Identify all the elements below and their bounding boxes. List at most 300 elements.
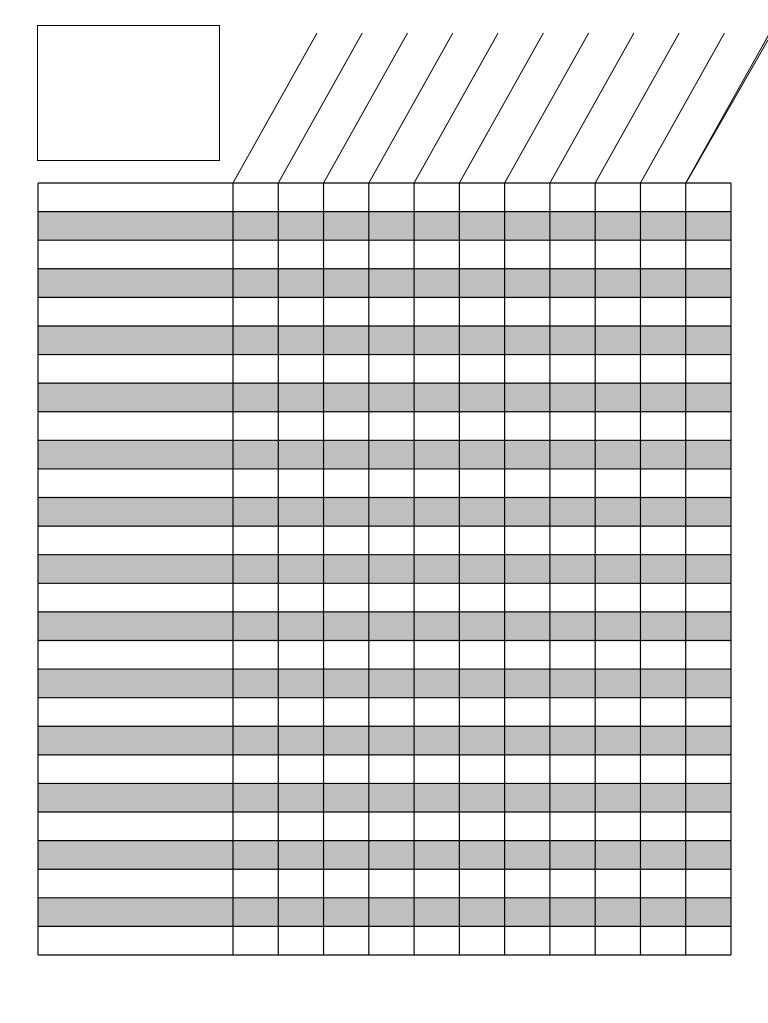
student-name-cell[interactable] — [38, 440, 233, 469]
grid-cell[interactable] — [595, 297, 640, 326]
grid-cell[interactable] — [459, 612, 504, 641]
grid-cell[interactable] — [686, 440, 731, 469]
grid-cell[interactable] — [550, 498, 595, 527]
grid-cell[interactable] — [414, 469, 459, 498]
grid-cell[interactable] — [595, 555, 640, 584]
grid-cell[interactable] — [505, 726, 550, 755]
grid-cell[interactable] — [505, 612, 550, 641]
grid-cell[interactable] — [505, 326, 550, 355]
grid-cell[interactable] — [550, 297, 595, 326]
grid-cell[interactable] — [505, 498, 550, 527]
grid-cell[interactable] — [550, 640, 595, 669]
grid-cell[interactable] — [595, 383, 640, 412]
grid-cell[interactable] — [414, 755, 459, 784]
grid-cell[interactable] — [414, 555, 459, 584]
grid-cell[interactable] — [505, 783, 550, 812]
grid-cell[interactable] — [278, 412, 323, 441]
grid-cell[interactable] — [278, 440, 323, 469]
grid-cell[interactable] — [640, 240, 685, 269]
student-name-cell[interactable] — [38, 640, 233, 669]
grid-cell[interactable] — [278, 583, 323, 612]
grid-cell[interactable] — [686, 612, 731, 641]
grid-cell[interactable] — [686, 726, 731, 755]
grid-cell[interactable] — [640, 183, 685, 212]
grid-cell[interactable] — [369, 183, 414, 212]
grid-cell[interactable] — [324, 240, 369, 269]
grid-cell[interactable] — [595, 269, 640, 298]
grid-cell[interactable] — [369, 297, 414, 326]
grid-cell[interactable] — [459, 783, 504, 812]
student-name-cell[interactable] — [38, 698, 233, 727]
grid-cell[interactable] — [550, 383, 595, 412]
grid-cell[interactable] — [550, 755, 595, 784]
grid-cell[interactable] — [640, 440, 685, 469]
grid-cell[interactable] — [278, 669, 323, 698]
grid-cell[interactable] — [459, 755, 504, 784]
grid-cell[interactable] — [640, 212, 685, 241]
grid-cell[interactable] — [369, 526, 414, 555]
grid-cell[interactable] — [459, 669, 504, 698]
grid-cell[interactable] — [459, 869, 504, 898]
grid-cell[interactable] — [686, 183, 731, 212]
grid-cell[interactable] — [550, 869, 595, 898]
grid-cell[interactable] — [233, 297, 278, 326]
grid-cell[interactable] — [233, 926, 278, 955]
grid-cell[interactable] — [324, 183, 369, 212]
grid-cell[interactable] — [459, 412, 504, 441]
grid-cell[interactable] — [459, 841, 504, 870]
grid-cell[interactable] — [505, 269, 550, 298]
grid-cell[interactable] — [459, 583, 504, 612]
grid-cell[interactable] — [278, 612, 323, 641]
grid-cell[interactable] — [278, 640, 323, 669]
grid-cell[interactable] — [640, 269, 685, 298]
grid-cell[interactable] — [324, 783, 369, 812]
student-name-cell[interactable] — [38, 526, 233, 555]
grid-cell[interactable] — [278, 898, 323, 927]
grid-cell[interactable] — [369, 783, 414, 812]
grid-cell[interactable] — [550, 355, 595, 384]
student-name-cell[interactable] — [38, 183, 233, 212]
grid-cell[interactable] — [414, 269, 459, 298]
grid-cell[interactable] — [550, 469, 595, 498]
grid-cell[interactable] — [369, 869, 414, 898]
grid-cell[interactable] — [324, 755, 369, 784]
grid-cell[interactable] — [550, 555, 595, 584]
grid-cell[interactable] — [459, 440, 504, 469]
grid-cell[interactable] — [459, 698, 504, 727]
grid-cell[interactable] — [595, 412, 640, 441]
student-name-cell[interactable] — [38, 412, 233, 441]
grid-cell[interactable] — [278, 269, 323, 298]
grid-cell[interactable] — [278, 498, 323, 527]
grid-cell[interactable] — [369, 698, 414, 727]
grid-cell[interactable] — [459, 640, 504, 669]
grid-cell[interactable] — [550, 783, 595, 812]
grid-cell[interactable] — [369, 755, 414, 784]
grid-cell[interactable] — [324, 440, 369, 469]
grid-cell[interactable] — [414, 355, 459, 384]
grid-cell[interactable] — [640, 898, 685, 927]
grid-cell[interactable] — [278, 297, 323, 326]
grid-cell[interactable] — [278, 812, 323, 841]
grid-cell[interactable] — [595, 783, 640, 812]
grid-cell[interactable] — [233, 783, 278, 812]
grid-cell[interactable] — [550, 326, 595, 355]
student-name-cell[interactable] — [38, 355, 233, 384]
grid-cell[interactable] — [324, 841, 369, 870]
grid-cell[interactable] — [595, 669, 640, 698]
grid-cell[interactable] — [505, 583, 550, 612]
grid-cell[interactable] — [414, 212, 459, 241]
grid-cell[interactable] — [369, 412, 414, 441]
grid-cell[interactable] — [459, 297, 504, 326]
grid-cell[interactable] — [550, 212, 595, 241]
grid-cell[interactable] — [595, 726, 640, 755]
grid-cell[interactable] — [324, 583, 369, 612]
grid-cell[interactable] — [414, 583, 459, 612]
grid-cell[interactable] — [278, 240, 323, 269]
grid-cell[interactable] — [369, 669, 414, 698]
grid-cell[interactable] — [459, 926, 504, 955]
grid-cell[interactable] — [595, 926, 640, 955]
grid-cell[interactable] — [414, 926, 459, 955]
grid-cell[interactable] — [459, 812, 504, 841]
grid-cell[interactable] — [369, 841, 414, 870]
grid-cell[interactable] — [505, 440, 550, 469]
grid-cell[interactable] — [640, 383, 685, 412]
student-name-cell[interactable] — [38, 726, 233, 755]
student-name-cell[interactable] — [38, 612, 233, 641]
grid-cell[interactable] — [595, 755, 640, 784]
grid-cell[interactable] — [595, 212, 640, 241]
grid-cell[interactable] — [686, 755, 731, 784]
grid-cell[interactable] — [369, 269, 414, 298]
grid-cell[interactable] — [278, 212, 323, 241]
grid-cell[interactable] — [640, 612, 685, 641]
grid-cell[interactable] — [414, 240, 459, 269]
grid-cell[interactable] — [459, 269, 504, 298]
grid-cell[interactable] — [595, 183, 640, 212]
grid-cell[interactable] — [595, 440, 640, 469]
grid-cell[interactable] — [595, 498, 640, 527]
grid-cell[interactable] — [233, 440, 278, 469]
grid-cell[interactable] — [640, 412, 685, 441]
grid-cell[interactable] — [640, 469, 685, 498]
grid-cell[interactable] — [278, 755, 323, 784]
grid-cell[interactable] — [459, 383, 504, 412]
grid-cell[interactable] — [324, 898, 369, 927]
grid-cell[interactable] — [686, 869, 731, 898]
grid-cell[interactable] — [640, 583, 685, 612]
grid-cell[interactable] — [595, 898, 640, 927]
grid-cell[interactable] — [369, 555, 414, 584]
grid-cell[interactable] — [686, 412, 731, 441]
grid-cell[interactable] — [550, 183, 595, 212]
grid-cell[interactable] — [233, 612, 278, 641]
grid-cell[interactable] — [369, 212, 414, 241]
grid-cell[interactable] — [414, 669, 459, 698]
grid-cell[interactable] — [324, 555, 369, 584]
grid-cell[interactable] — [550, 726, 595, 755]
grid-cell[interactable] — [550, 412, 595, 441]
grid-cell[interactable] — [459, 355, 504, 384]
grid-cell[interactable] — [686, 640, 731, 669]
grid-cell[interactable] — [505, 183, 550, 212]
grid-cell[interactable] — [595, 640, 640, 669]
grid-cell[interactable] — [369, 440, 414, 469]
grid-cell[interactable] — [278, 698, 323, 727]
grid-cell[interactable] — [369, 926, 414, 955]
student-name-cell[interactable] — [38, 669, 233, 698]
grid-cell[interactable] — [324, 869, 369, 898]
grid-cell[interactable] — [686, 469, 731, 498]
grid-cell[interactable] — [595, 355, 640, 384]
grid-cell[interactable] — [459, 555, 504, 584]
grid-cell[interactable] — [640, 526, 685, 555]
grid-cell[interactable] — [550, 583, 595, 612]
grid-cell[interactable] — [640, 841, 685, 870]
grid-cell[interactable] — [640, 755, 685, 784]
grid-cell[interactable] — [505, 698, 550, 727]
grid-cell[interactable] — [414, 498, 459, 527]
grid-cell[interactable] — [278, 326, 323, 355]
grid-cell[interactable] — [324, 726, 369, 755]
grid-cell[interactable] — [414, 526, 459, 555]
grid-cell[interactable] — [233, 841, 278, 870]
grid-cell[interactable] — [640, 669, 685, 698]
grid-cell[interactable] — [505, 526, 550, 555]
grid-cell[interactable] — [278, 469, 323, 498]
grid-cell[interactable] — [414, 297, 459, 326]
grid-cell[interactable] — [233, 755, 278, 784]
grid-cell[interactable] — [278, 869, 323, 898]
grid-cell[interactable] — [414, 783, 459, 812]
grid-cell[interactable] — [369, 498, 414, 527]
grid-cell[interactable] — [550, 669, 595, 698]
grid-cell[interactable] — [505, 926, 550, 955]
grid-cell[interactable] — [686, 926, 731, 955]
grid-cell[interactable] — [278, 841, 323, 870]
grid-cell[interactable] — [324, 469, 369, 498]
grid-cell[interactable] — [640, 869, 685, 898]
grid-cell[interactable] — [324, 212, 369, 241]
grid-cell[interactable] — [369, 898, 414, 927]
grid-cell[interactable] — [233, 583, 278, 612]
grid-cell[interactable] — [505, 412, 550, 441]
grid-cell[interactable] — [324, 412, 369, 441]
grid-cell[interactable] — [233, 269, 278, 298]
grid-cell[interactable] — [369, 812, 414, 841]
student-name-cell[interactable] — [38, 297, 233, 326]
grid-cell[interactable] — [686, 326, 731, 355]
grid-cell[interactable] — [686, 498, 731, 527]
grid-cell[interactable] — [414, 440, 459, 469]
grid-cell[interactable] — [686, 240, 731, 269]
grid-cell[interactable] — [550, 526, 595, 555]
grid-cell[interactable] — [324, 297, 369, 326]
grid-cell[interactable] — [505, 555, 550, 584]
grid-cell[interactable] — [278, 183, 323, 212]
grid-cell[interactable] — [686, 583, 731, 612]
grid-cell[interactable] — [369, 355, 414, 384]
grid-cell[interactable] — [595, 812, 640, 841]
grid-cell[interactable] — [595, 583, 640, 612]
grid-cell[interactable] — [686, 383, 731, 412]
grid-cell[interactable] — [324, 355, 369, 384]
grid-cell[interactable] — [550, 812, 595, 841]
grid-cell[interactable] — [640, 297, 685, 326]
student-name-cell[interactable] — [38, 498, 233, 527]
grid-cell[interactable] — [550, 440, 595, 469]
grid-cell[interactable] — [550, 240, 595, 269]
grid-cell[interactable] — [233, 212, 278, 241]
grid-cell[interactable] — [278, 355, 323, 384]
student-name-cell[interactable] — [38, 555, 233, 584]
student-name-cell[interactable] — [38, 841, 233, 870]
grid-cell[interactable] — [686, 212, 731, 241]
grid-cell[interactable] — [550, 612, 595, 641]
grid-cell[interactable] — [278, 926, 323, 955]
grid-cell[interactable] — [595, 612, 640, 641]
grid-cell[interactable] — [369, 583, 414, 612]
grid-cell[interactable] — [505, 669, 550, 698]
grid-cell[interactable] — [640, 555, 685, 584]
grid-cell[interactable] — [369, 640, 414, 669]
grid-cell[interactable] — [324, 526, 369, 555]
grid-cell[interactable] — [640, 640, 685, 669]
grid-cell[interactable] — [233, 698, 278, 727]
grid-cell[interactable] — [414, 869, 459, 898]
grid-cell[interactable] — [595, 869, 640, 898]
grid-cell[interactable] — [595, 240, 640, 269]
grid-cell[interactable] — [550, 841, 595, 870]
grid-cell[interactable] — [505, 640, 550, 669]
grid-cell[interactable] — [459, 183, 504, 212]
grid-cell[interactable] — [278, 726, 323, 755]
grid-cell[interactable] — [233, 869, 278, 898]
grid-cell[interactable] — [414, 612, 459, 641]
grid-cell[interactable] — [233, 669, 278, 698]
grid-cell[interactable] — [324, 640, 369, 669]
student-name-cell[interactable] — [38, 212, 233, 241]
student-name-cell[interactable] — [38, 755, 233, 784]
grid-cell[interactable] — [459, 469, 504, 498]
grid-cell[interactable] — [233, 640, 278, 669]
grid-cell[interactable] — [369, 383, 414, 412]
grid-cell[interactable] — [324, 669, 369, 698]
grid-cell[interactable] — [278, 383, 323, 412]
student-name-cell[interactable] — [38, 383, 233, 412]
grid-cell[interactable] — [505, 469, 550, 498]
grid-cell[interactable] — [233, 326, 278, 355]
grid-cell[interactable] — [233, 898, 278, 927]
grid-cell[interactable] — [550, 898, 595, 927]
grid-cell[interactable] — [595, 526, 640, 555]
grid-cell[interactable] — [459, 326, 504, 355]
grid-cell[interactable] — [278, 555, 323, 584]
grid-cell[interactable] — [550, 269, 595, 298]
grid-cell[interactable] — [233, 469, 278, 498]
grid-cell[interactable] — [324, 326, 369, 355]
grid-cell[interactable] — [233, 555, 278, 584]
grid-cell[interactable] — [369, 612, 414, 641]
grid-cell[interactable] — [505, 297, 550, 326]
grid-cell[interactable] — [369, 326, 414, 355]
grid-cell[interactable] — [459, 726, 504, 755]
grid-cell[interactable] — [324, 498, 369, 527]
grid-cell[interactable] — [595, 469, 640, 498]
grid-cell[interactable] — [686, 841, 731, 870]
grid-cell[interactable] — [324, 698, 369, 727]
grid-cell[interactable] — [640, 926, 685, 955]
grid-cell[interactable] — [686, 698, 731, 727]
grid-cell[interactable] — [233, 183, 278, 212]
grid-cell[interactable] — [233, 812, 278, 841]
grid-cell[interactable] — [233, 726, 278, 755]
grid-cell[interactable] — [505, 355, 550, 384]
grid-cell[interactable] — [505, 869, 550, 898]
grid-cell[interactable] — [278, 526, 323, 555]
grid-cell[interactable] — [595, 841, 640, 870]
grid-cell[interactable] — [505, 212, 550, 241]
student-name-cell[interactable] — [38, 583, 233, 612]
student-name-cell[interactable] — [38, 240, 233, 269]
grid-cell[interactable] — [686, 555, 731, 584]
grid-cell[interactable] — [459, 240, 504, 269]
grid-cell[interactable] — [414, 841, 459, 870]
grid-cell[interactable] — [414, 640, 459, 669]
grid-cell[interactable] — [278, 783, 323, 812]
grid-cell[interactable] — [640, 726, 685, 755]
grid-cell[interactable] — [505, 755, 550, 784]
grid-cell[interactable] — [550, 926, 595, 955]
grid-cell[interactable] — [369, 469, 414, 498]
student-name-cell[interactable] — [38, 269, 233, 298]
grid-cell[interactable] — [414, 726, 459, 755]
grid-cell[interactable] — [324, 812, 369, 841]
student-name-cell[interactable] — [38, 926, 233, 955]
grid-cell[interactable] — [595, 326, 640, 355]
grid-cell[interactable] — [233, 412, 278, 441]
grid-cell[interactable] — [640, 812, 685, 841]
student-name-cell[interactable] — [38, 783, 233, 812]
grid-cell[interactable] — [414, 183, 459, 212]
grid-cell[interactable] — [505, 812, 550, 841]
grid-cell[interactable] — [595, 698, 640, 727]
student-name-cell[interactable] — [38, 812, 233, 841]
grid-cell[interactable] — [414, 326, 459, 355]
grid-cell[interactable] — [505, 898, 550, 927]
grid-cell[interactable] — [686, 526, 731, 555]
grid-cell[interactable] — [459, 526, 504, 555]
grid-cell[interactable] — [640, 326, 685, 355]
grid-cell[interactable] — [233, 383, 278, 412]
grid-cell[interactable] — [550, 698, 595, 727]
grid-cell[interactable] — [414, 698, 459, 727]
grid-cell[interactable] — [640, 783, 685, 812]
grid-cell[interactable] — [324, 612, 369, 641]
grid-cell[interactable] — [459, 212, 504, 241]
grid-cell[interactable] — [686, 812, 731, 841]
grid-cell[interactable] — [459, 898, 504, 927]
grid-cell[interactable] — [414, 383, 459, 412]
grid-cell[interactable] — [414, 898, 459, 927]
grid-cell[interactable] — [505, 240, 550, 269]
grid-cell[interactable] — [686, 297, 731, 326]
grid-cell[interactable] — [686, 269, 731, 298]
grid-cell[interactable] — [324, 926, 369, 955]
